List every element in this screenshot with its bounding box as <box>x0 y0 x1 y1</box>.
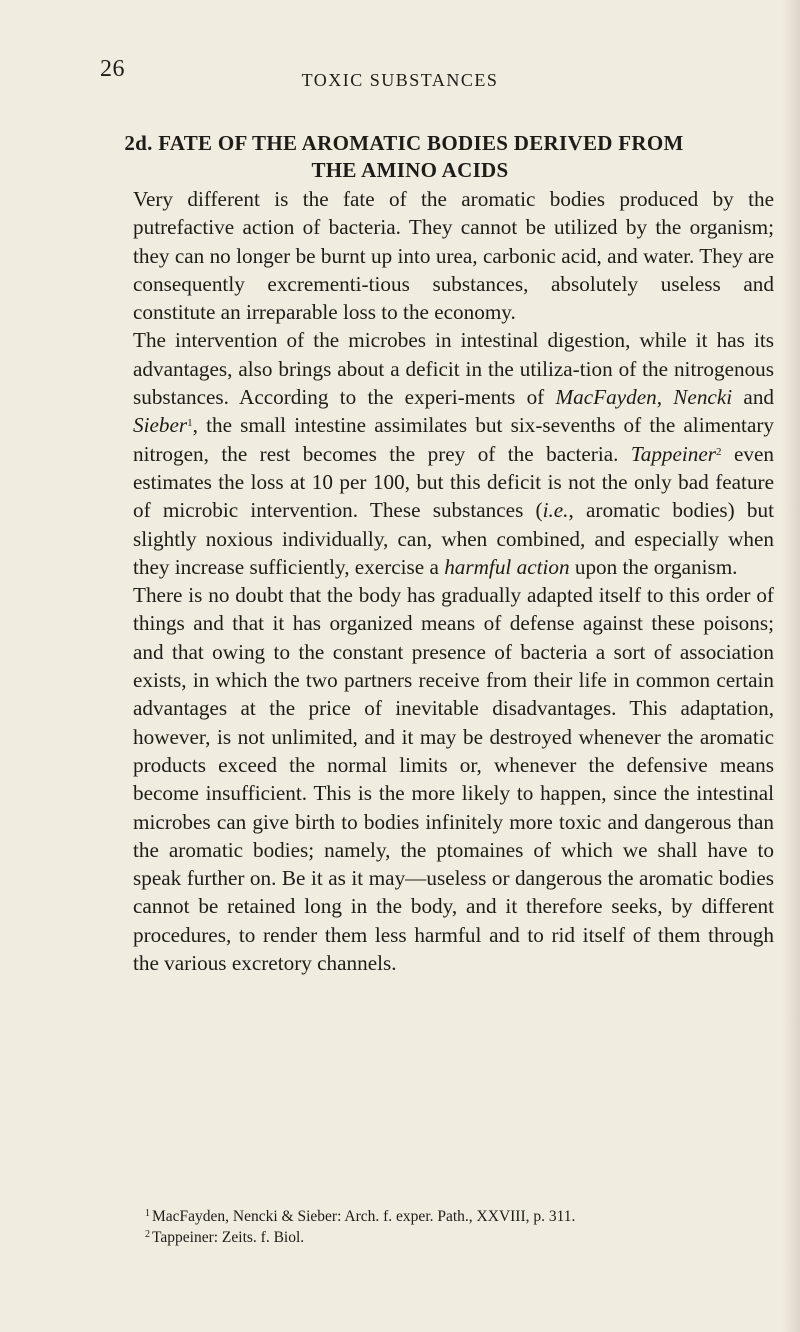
footnote-1 <box>133 1206 774 1227</box>
author-sieber: Sieber <box>133 413 188 438</box>
footnote-2 <box>133 1227 774 1248</box>
separator-and: and <box>732 385 775 410</box>
section-heading-line-1: 2d. FATE OF THE AROMATIC BODIES DERIVED FROM <box>124 131 684 155</box>
paragraph-3: There is no doubt that the body has gradually adapted itself to this order of things and that it has organized means of defense against these poisons; and that owing to the constant presence of bacteria a sort of association exists, in which the two partners receive from their life in common certain advantages at the price of inevitable disadvantages. This adaptation, however, is not unlimited, and it may be destroyed whenever the aromatic products exceed the normal limits or, whenever the defensive means become insufficient. This is the more likely to happen, since the intestinal microbes can give birth to bodies infinitely more toxic and dangerous than the aromatic bodies; namely, the ptomaines of which we shall have to speak further on. Be it as it may—useless or dangerous the aromatic bodies cannot be retained long in the body, and it therefore seeks, by different procedures, to render them less harmful and to rid itself of them through the various excretory channels. <box>133 583 774 976</box>
author-tappeiner: Tappeiner <box>630 441 717 466</box>
footnote-ref-1[interactable]: 1 <box>187 417 193 430</box>
paragraph-2 <box>133 326 774 581</box>
footnote-1-text: MacFayden, Nencki & Sieber: Arch. f. exper. Path., XXVIII, p. 311. <box>152 1208 576 1225</box>
ie-abbreviation: i.e. <box>542 498 569 523</box>
paragraph-2-text-d: , aromatic bodies) but slightly noxious individually, can, when combined, and especially when they increase sufficiently, exercise a <box>133 498 774 579</box>
author-macfayden: MacFayden <box>555 385 657 410</box>
section-heading-line-2: THE AMINO ACIDS <box>311 158 509 182</box>
running-title: TOXIC SUBSTANCES <box>301 70 499 90</box>
footnote-2-text: Tappeiner: Zeits. f. Biol. <box>152 1229 305 1246</box>
paragraph-2-text-e: upon the organism. <box>569 554 738 579</box>
paragraph-2-text-b: , the small intestine assimilates but six-sevenths of the alimentary nitrogen, the rest becomes the prey of the bacteria. <box>133 413 774 466</box>
harmful-action-emphasis: harmful action <box>444 554 570 579</box>
separator-comma: , <box>656 385 674 410</box>
page-edge-shadow <box>782 0 800 1332</box>
author-nencki: Nencki <box>673 385 733 410</box>
section-heading <box>124 130 690 184</box>
paragraph-1: Very different is the fate of the aromatic bodies produced by the putrefactive action of bacteria. They cannot be utilized by the organism; they can no longer be burnt up into urea, carbonic acid, and water. They are consequently excrementi-tious substances, absolutely useless and constitute an irreparable loss to the economy. <box>133 187 774 325</box>
paragraph-2-text-c: even estimates the loss at 10 per 100, but this deficit is not the only bad feature of microbic intervention. These substances ( <box>133 441 774 523</box>
footnotes <box>133 1206 774 1248</box>
footnote-ref-2[interactable]: 2 <box>716 445 722 458</box>
footnote-2-mark: 2 <box>145 1229 150 1240</box>
body-text <box>133 185 774 977</box>
page-number: 26 <box>100 56 125 82</box>
paragraph-2-text-a: The intervention of the microbes in intestinal digestion, while it has its advantages, also brings about a deficit in the utiliza-tion of the nitrogenous substances. According to the experi-ments of <box>133 328 774 410</box>
footnote-1-mark: 1 <box>145 1208 150 1219</box>
